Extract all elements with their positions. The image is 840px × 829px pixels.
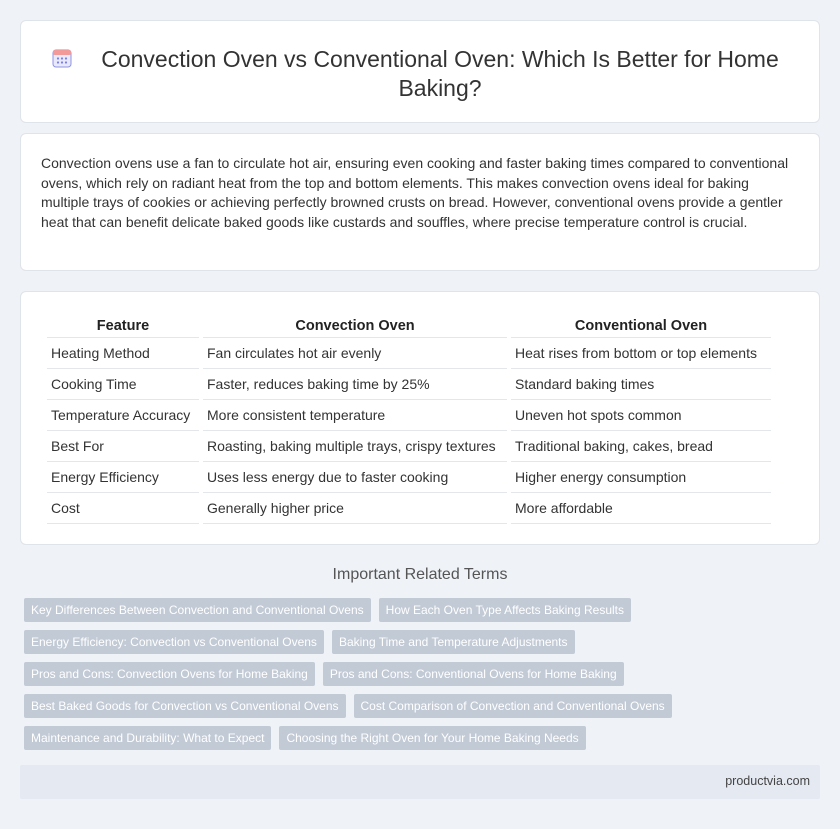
header-convection: Convection Oven [203, 316, 507, 338]
table-row [47, 338, 771, 369]
table-row [47, 400, 771, 431]
table-cell-feature: Cost [47, 493, 199, 524]
table-row [47, 462, 771, 493]
table-cell-convection: Faster, reduces baking time by 25% [203, 369, 507, 400]
related-term-tag[interactable]: Best Baked Goods for Convection vs Conventional Ovens [24, 694, 346, 718]
tag-row [24, 726, 824, 750]
header-conventional: Conventional Oven [511, 316, 771, 338]
table-cell-convection: Generally higher price [203, 493, 507, 524]
table-cell-feature: Heating Method [47, 338, 199, 369]
tag-row [24, 598, 824, 622]
related-term-tag[interactable]: Pros and Cons: Convection Ovens for Home Baking [24, 662, 315, 686]
intro-paragraph: Convection ovens use a fan to circulate hot air, ensuring even cooking and faster baking times compared to conventional ovens, which rely on radiant heat from the top and bottom elements. This makes convection ovens ideal for baking multiple trays of cookies or achieving perfectly browned crusts on bread. However, conventional ovens provide a gentler heat that can benefit delicate baked goods like custards and souffles, where precise temperature control is crucial. [41, 155, 789, 230]
table-cell-convection: More consistent temperature [203, 400, 507, 431]
header-feature: Feature [47, 316, 199, 338]
table-cell-conventional: Higher energy consumption [511, 462, 771, 493]
table-cell-convection: Uses less energy due to faster cooking [203, 462, 507, 493]
table-row [47, 493, 771, 524]
tag-row [24, 630, 824, 654]
table-cell-feature: Best For [47, 431, 199, 462]
footer-site-link[interactable]: productvia.com [725, 774, 810, 788]
table-cell-feature: Temperature Accuracy [47, 400, 199, 431]
related-term-tag[interactable]: Energy Efficiency: Convection vs Conventional Ovens [24, 630, 324, 654]
related-term-tag[interactable]: How Each Oven Type Affects Baking Results [379, 598, 631, 622]
related-term-tag[interactable]: Key Differences Between Convection and Conventional Ovens [24, 598, 371, 622]
table-row [47, 431, 771, 462]
related-term-tag[interactable]: Pros and Cons: Conventional Ovens for Home Baking [323, 662, 624, 686]
table-cell-conventional: Traditional baking, cakes, bread [511, 431, 771, 462]
related-terms-title: Important Related Terms [332, 566, 508, 583]
table-cell-convection: Fan circulates hot air evenly [203, 338, 507, 369]
table-cell-conventional: Heat rises from bottom or top elements [511, 338, 771, 369]
table-row [47, 369, 771, 400]
table-cell-conventional: More affordable [511, 493, 771, 524]
related-terms-list [24, 598, 824, 758]
related-term-tag[interactable]: Choosing the Right Oven for Your Home Baking Needs [279, 726, 585, 750]
table-cell-conventional: Uneven hot spots common [511, 400, 771, 431]
comparison-card [20, 291, 820, 545]
table-cell-conventional: Standard baking times [511, 369, 771, 400]
page-title: Convection Oven vs Conventional Oven: Which Is Better for Home Baking? [101, 46, 779, 101]
tag-row [24, 694, 824, 718]
footer [20, 765, 820, 799]
intro-card [20, 133, 820, 271]
title-card [20, 20, 820, 123]
tag-row [24, 662, 824, 686]
table-cell-convection: Roasting, baking multiple trays, crispy textures [203, 431, 507, 462]
related-term-tag[interactable]: Cost Comparison of Convection and Conventional Ovens [354, 694, 672, 718]
table-header-row [47, 316, 771, 338]
comparison-table [43, 316, 775, 524]
related-term-tag[interactable]: Baking Time and Temperature Adjustments [332, 630, 575, 654]
table-cell-feature: Cooking Time [47, 369, 199, 400]
table-cell-feature: Energy Efficiency [47, 462, 199, 493]
related-term-tag[interactable]: Maintenance and Durability: What to Expect [24, 726, 271, 750]
